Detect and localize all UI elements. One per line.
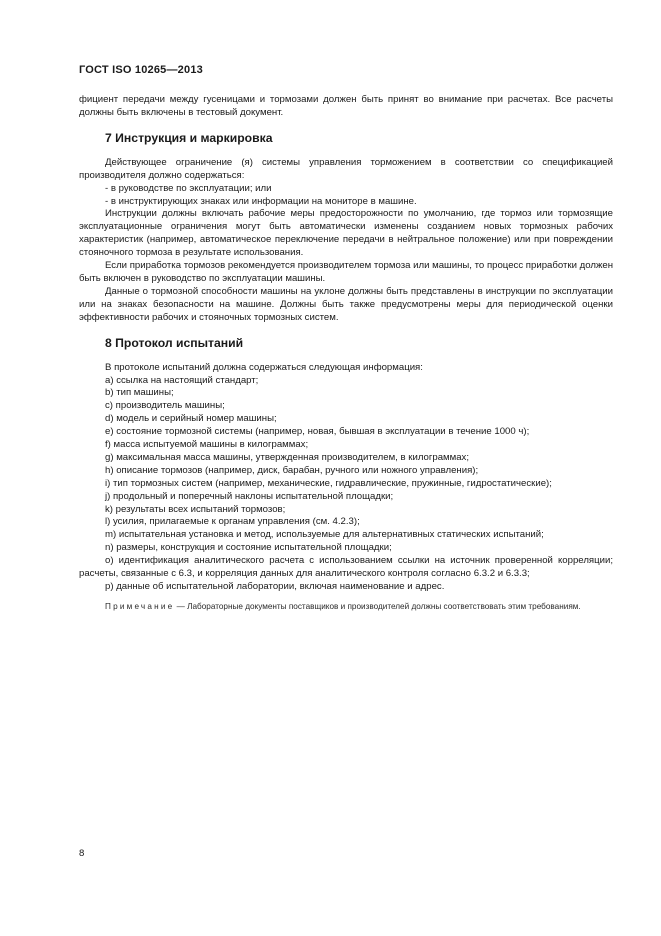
note [79,601,613,613]
list-item-m: m) испытательная установка и метод, используемые для альтернативных статических испытаний; [105,529,544,541]
note-text: — Лабораторные документы поставщиков и производителей должны соответствовать этим требованиям. [174,601,581,611]
list-item-o: о) идентификация аналитического расчета с использованием ссылки на источник проверенной корреляции; расчеты, связанные с 6.3, и корреляция данных для аналитического контроля согласно 6.3.2 и 6.3.3; [79,555,613,580]
list-item-d: d) модель и серийный номер машины; [105,413,277,425]
document-header-code: ГОСТ ISO 10265—2013 [79,64,203,76]
intro-paragraph: фициент передачи между гусеницами и тормозами должен быть принят во внимание при расчетах. Все расчеты должны быть включены в тестовый документ. [79,94,613,118]
list-item-l: l) усилия, прилагаемые к органам управления (см. 4.2.3); [105,516,360,528]
list-item-b: b) тип машины; [105,387,174,399]
list-item-h: h) описание тормозов (например, диск, барабан, ручного или ножного управления); [105,464,479,476]
section-7-list-item: - в руководстве по эксплуатации; или [105,182,272,194]
section-7-title: 7 Инструкция и маркировка [105,130,273,145]
section-7-paragraph: Действующее ограничение (я) системы управления торможением в соответствии со спецификацией производителя должно содержаться: [79,156,613,181]
document-body [79,94,613,613]
page-number: 8 [79,848,85,859]
section-7-list-item: - в инструктирующих знаках или информации на мониторе в машине. [105,195,417,207]
section-8-title: 8 Протокол испытаний [105,335,244,350]
list-item-p: р) данные об испытательной лаборатории, включая наименование и адрес. [105,581,445,592]
section-7-paragraph: Инструкции должны включать рабочие меры предосторожности по умолчанию, где тормоз или тормозящие эксплуатационные ограничения могут быть автоматически изменены созданием новых тормозных рабочих характеристик (например, автоматическое переключение передачи в нейтральное положение) или при повреждении стояночного тормоза в результате использования. [79,208,613,259]
list-item-k: k) результаты всех испытаний тормозов; [105,503,286,515]
list-item-g: g) максимальная масса машины, утвержденная производителем, в килограммах; [105,451,470,463]
section-7-paragraph: Если приработка тормозов рекомендуется производителем тормоза или машины, то процесс приработки должен быть включен в руководство по эксплуатации машины. [79,260,613,284]
list-item-c: с) производитель машины; [105,400,225,412]
list-item-a: а) ссылка на настоящий стандарт; [105,374,259,386]
list-item-j: j) продольный и поперечный наклоны испытательной площадки; [105,490,394,502]
section-7-paragraph: Данные о тормозной способности машины на уклоне должны быть представлены в инструкции по эксплуатации или на знаках безопасности на машине. Должны быть также предусмотрены меры для периодической оценки эффективности рабочих и стояночных тормозных систем. [79,285,613,323]
list-item-f: f) масса испытуемой машины в килограммах; [105,439,309,451]
list-item-i: i) тип тормозных систем (например, механические, гидравлические, пружинные, гидростатические); [105,477,552,489]
list-item-e: e) состояние тормозной системы (например, новая, бывшая в эксплуатации в течение 1000 ч); [105,426,530,438]
section-8-lead: В протоколе испытаний должна содержаться следующая информация: [105,361,423,373]
note-label: Примечание [105,601,175,611]
list-item-n: n) размеры, конструкция и состояние испытательной площадки; [105,542,392,554]
